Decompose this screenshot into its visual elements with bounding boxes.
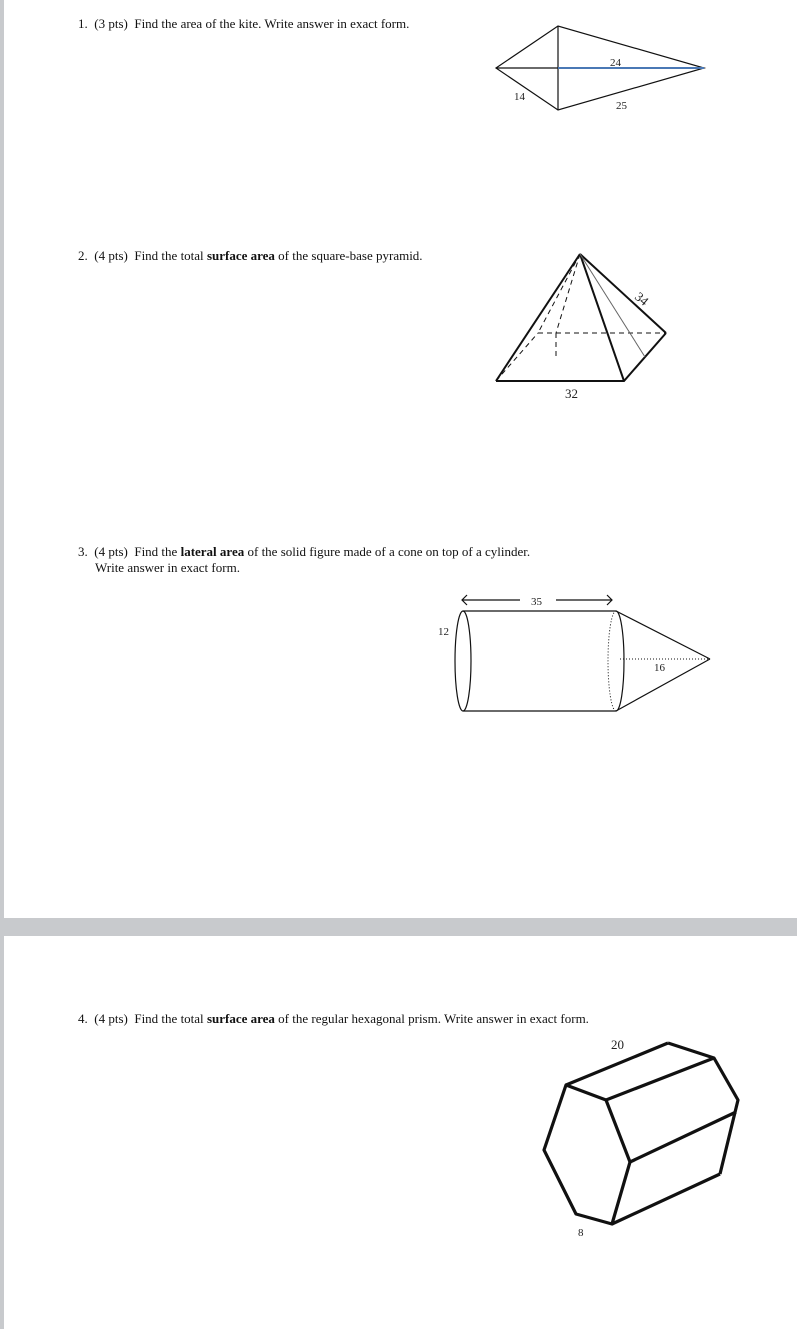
cone-upper-edge (616, 611, 710, 659)
pyramid-edge-left (496, 254, 580, 381)
cylinder-cone-diagram (430, 590, 720, 720)
prism-edge-4 (612, 1174, 720, 1224)
worksheet-page-2 (4, 936, 797, 1329)
prism-label-20: 20 (611, 1037, 624, 1052)
label-12: 12 (438, 626, 449, 638)
pyramid-label-34: 34 (632, 288, 652, 309)
label-16: 16 (654, 662, 665, 674)
cylinder-right-end-hidden (608, 611, 616, 711)
label-35: 35 (531, 596, 542, 608)
pyramid-label-32: 32 (565, 386, 578, 401)
question-4-prompt: 4. (4 pts) Find the total surface area of the regular hexagonal prism. Write answer in exact form. (78, 1011, 589, 1026)
kite-label-14: 14 (514, 91, 525, 103)
question-2-prompt: 2. (4 pts) Find the total surface area of the square-base pyramid. (78, 248, 423, 263)
pyramid-diagram (488, 246, 678, 406)
pyramid-hidden-base-left (496, 333, 538, 381)
prism-edge-3 (630, 1112, 736, 1162)
worksheet-page-1 (4, 0, 797, 918)
pyramid-base-front (496, 333, 666, 381)
hexagonal-prism-diagram (534, 1037, 754, 1272)
kite-diagram (490, 18, 720, 118)
question-3-prompt-line2: Write answer in exact form. (95, 560, 240, 575)
prism-front-hexagon (544, 1085, 630, 1224)
prism-label-8: 8 (578, 1227, 584, 1239)
kite-label-25: 25 (616, 100, 627, 112)
question-1-prompt: 1. (3 pts) Find the area of the kite. Write answer in exact form. (78, 16, 410, 31)
pyramid-hidden-edge (538, 254, 580, 333)
prism-edge-2 (606, 1058, 714, 1100)
pyramid-height-line-top (556, 254, 580, 333)
cylinder-left-end (455, 611, 471, 711)
cylinder-right-end-front (616, 611, 624, 711)
question-3-prompt: 3. (4 pts) Find the lateral area of the solid figure made of a cone on top of a cylinder. (78, 544, 531, 559)
kite-label-24: 24 (610, 57, 621, 69)
